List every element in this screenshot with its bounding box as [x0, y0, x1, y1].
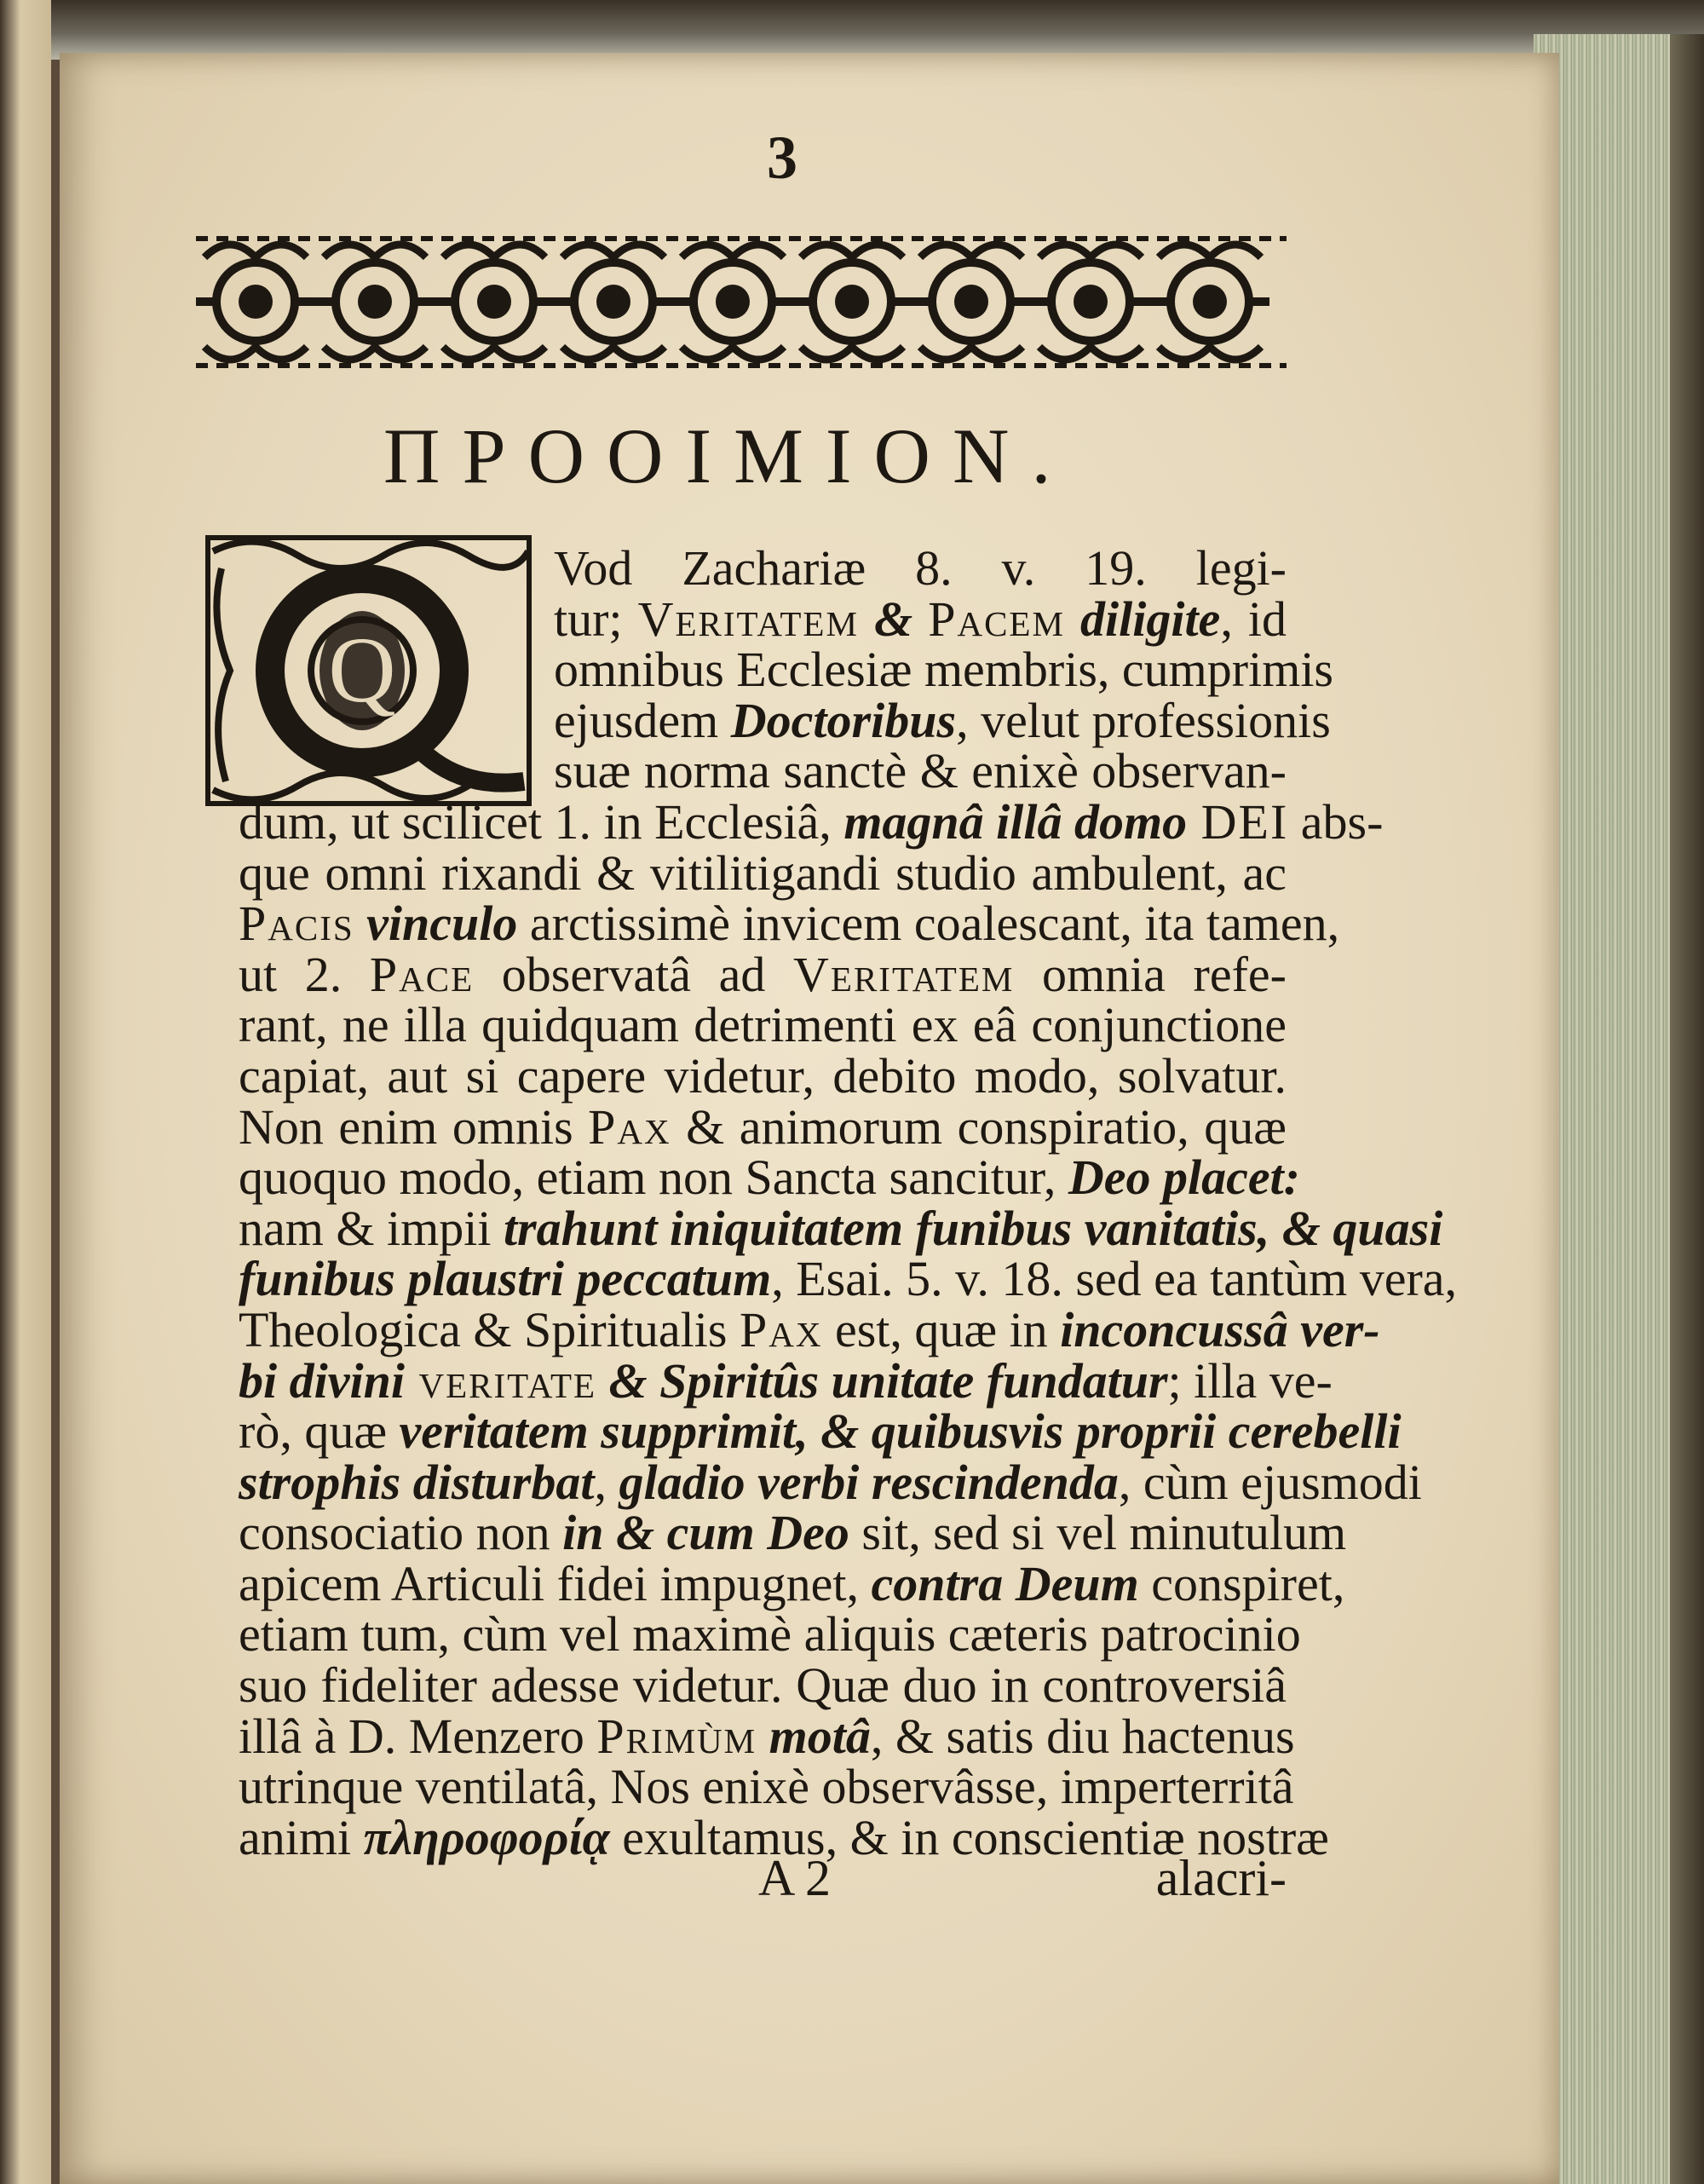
- text-line: [239, 540, 1287, 596]
- text-segment: nam & impii: [239, 1200, 504, 1256]
- text-line: [239, 1759, 1294, 1815]
- text-segment: diligite: [1064, 591, 1221, 647]
- text-segment: ut 2.: [239, 946, 370, 1002]
- body-text: [239, 540, 1458, 1865]
- text-segment: gladio verbi rescindenda: [619, 1454, 1119, 1510]
- text-segment: illâ à D. Menzero: [239, 1708, 597, 1764]
- text-segment: omnibus Ecclesiæ membris, cumprimis: [554, 642, 1334, 698]
- text-segment: , & satis diu hactenus: [870, 1708, 1295, 1764]
- text-line: [239, 591, 1287, 647]
- text-line: [239, 1098, 1287, 1155]
- text-segment: ; illa ve-: [1167, 1352, 1333, 1409]
- text-segment: vinculo: [354, 896, 518, 952]
- text-segment: Pax: [739, 1301, 823, 1357]
- text-segment: , cùm ejusmodi: [1118, 1454, 1422, 1510]
- text-line: [239, 1555, 1345, 1611]
- text-line: [239, 1047, 1287, 1104]
- text-segment: est, quæ in: [822, 1301, 1061, 1357]
- text-segment: tur;: [554, 591, 638, 647]
- text-segment: apicem Articuli fidei impugnet,: [239, 1555, 872, 1611]
- text-segment: Veritatem: [637, 591, 859, 647]
- text-line: [239, 793, 1384, 850]
- initial-letter: Q: [328, 618, 396, 722]
- text-line: [239, 844, 1287, 901]
- text-segment: arctissimè invicem coalescant, ita tamen,: [517, 896, 1340, 952]
- text-segment: Non enim omnis: [239, 1098, 589, 1155]
- right-page-edges: [1534, 34, 1704, 2184]
- text-segment: dum, ut scilicet 1. in Ecclesiâ,: [239, 793, 844, 850]
- text-line: [239, 743, 1287, 799]
- text-line: [239, 1454, 1422, 1510]
- text-segment: &: [858, 591, 929, 647]
- text-segment: Doctoribus: [730, 692, 957, 748]
- text-line: [239, 642, 1334, 698]
- text-segment: rant, ne illa quidquam detrimenti ex eâ conjunctione: [239, 997, 1287, 1053]
- text-segment: suo fideliter adesse videtur. Quæ duo in controversiâ: [239, 1657, 1287, 1714]
- text-segment: veritatem supprimit, & quibusvis proprii cerebelli: [399, 1403, 1402, 1460]
- text-line: [239, 1251, 1458, 1307]
- text-segment: ejusdem: [554, 692, 731, 748]
- text-segment: que omni rixandi & vitilitigandi studio ambulent, ac: [239, 844, 1287, 901]
- text-segment: Pacem: [928, 591, 1065, 647]
- text-segment: conspiret,: [1138, 1555, 1345, 1611]
- text-segment: Veritatem: [793, 946, 1015, 1002]
- text-segment: trahunt iniquitatem funibus vanitatis, & quasi: [503, 1200, 1443, 1256]
- text-line: [239, 1403, 1402, 1460]
- text-line: [239, 1708, 1295, 1764]
- text-segment: exultamus, & in conscientiæ nostræ: [609, 1809, 1329, 1865]
- text-segment: rò, quæ: [239, 1403, 400, 1460]
- text-line: [239, 946, 1287, 1002]
- text-segment: magnâ illâ domo: [843, 793, 1188, 850]
- text-line: [239, 1200, 1443, 1256]
- printed-page: [60, 53, 1559, 2184]
- text-segment: , id: [1220, 591, 1287, 647]
- text-line: [239, 896, 1340, 952]
- page-number: 3: [767, 124, 797, 192]
- text-line: [239, 997, 1287, 1053]
- text-segment: strophis disturbat: [239, 1454, 595, 1510]
- text-line: [239, 1301, 1380, 1357]
- text-segment: etiam tum, cùm vel maximè aliquis cæteris patrocinio: [239, 1606, 1301, 1662]
- text-segment: Pax: [588, 1098, 671, 1155]
- text-segment: contra Deum: [871, 1555, 1139, 1611]
- text-segment: motâ: [757, 1708, 871, 1764]
- text-segment: bi divini: [239, 1352, 405, 1409]
- text-segment: Theologica & Spiritualis: [239, 1301, 740, 1357]
- text-segment: DEI: [1187, 793, 1289, 850]
- text-line: [239, 1606, 1301, 1662]
- text-segment: funibus plaustri peccatum: [239, 1251, 772, 1307]
- text-segment: πληροφορίᾳ: [363, 1809, 610, 1865]
- text-segment: in & cum Deo: [562, 1505, 849, 1561]
- text-segment: Pace: [369, 946, 475, 1002]
- text-line: [239, 1505, 1347, 1561]
- text-segment: Primùm: [596, 1708, 757, 1764]
- text-segment: ,: [594, 1454, 619, 1510]
- top-book-edge: [51, 0, 1704, 60]
- text-segment: inconcussâ ver-: [1060, 1301, 1380, 1357]
- text-line: [239, 1352, 1333, 1409]
- text-segment: , velut professionis: [956, 692, 1331, 748]
- text-segment: suæ norma sanctè & enixè observan-: [554, 743, 1287, 799]
- catchword: alacri-: [1155, 1850, 1287, 1906]
- ornamental-headpiece: [196, 232, 1287, 372]
- text-segment: consociatio non: [239, 1505, 563, 1561]
- text-segment: omnia refe-: [1014, 946, 1287, 1002]
- left-page-edge: [0, 0, 51, 2184]
- text-segment: Pacis: [239, 896, 354, 952]
- text-segment: sit, sed si vel minutulum: [849, 1505, 1347, 1561]
- footer-catchline: [239, 1849, 1287, 1909]
- page-title: ΠΡΟΟΙΜΙΟΝ.: [383, 412, 1074, 499]
- text-segment: observatâ ad: [474, 946, 794, 1002]
- text-line: [239, 1657, 1287, 1714]
- signature-mark: A 2: [758, 1850, 832, 1906]
- text-line: [239, 1150, 1300, 1206]
- text-segment: abs-: [1288, 793, 1384, 850]
- text-segment: & animorum conspiratio, quæ: [671, 1098, 1287, 1155]
- text-segment: capiat, aut si capere videtur, debito modo, solvatur.: [239, 1047, 1287, 1104]
- text-segment: Deo placet:: [1068, 1150, 1300, 1206]
- text-segment: , Esai. 5. v. 18. sed ea tantùm vera,: [771, 1251, 1458, 1307]
- text-segment: & Spiritûs unitate fundatur: [596, 1352, 1168, 1409]
- text-line: [239, 692, 1331, 748]
- text-segment: animi: [239, 1809, 364, 1865]
- text-segment: Vod Zachariæ 8. v. 19. legi-: [554, 540, 1287, 596]
- text-segment: veritate: [404, 1352, 597, 1409]
- text-segment: quoquo modo, etiam non Sancta sancitur,: [239, 1150, 1068, 1206]
- text-segment: utrinque ventilatâ, Nos enixè observâsse, imperterritâ: [239, 1759, 1294, 1815]
